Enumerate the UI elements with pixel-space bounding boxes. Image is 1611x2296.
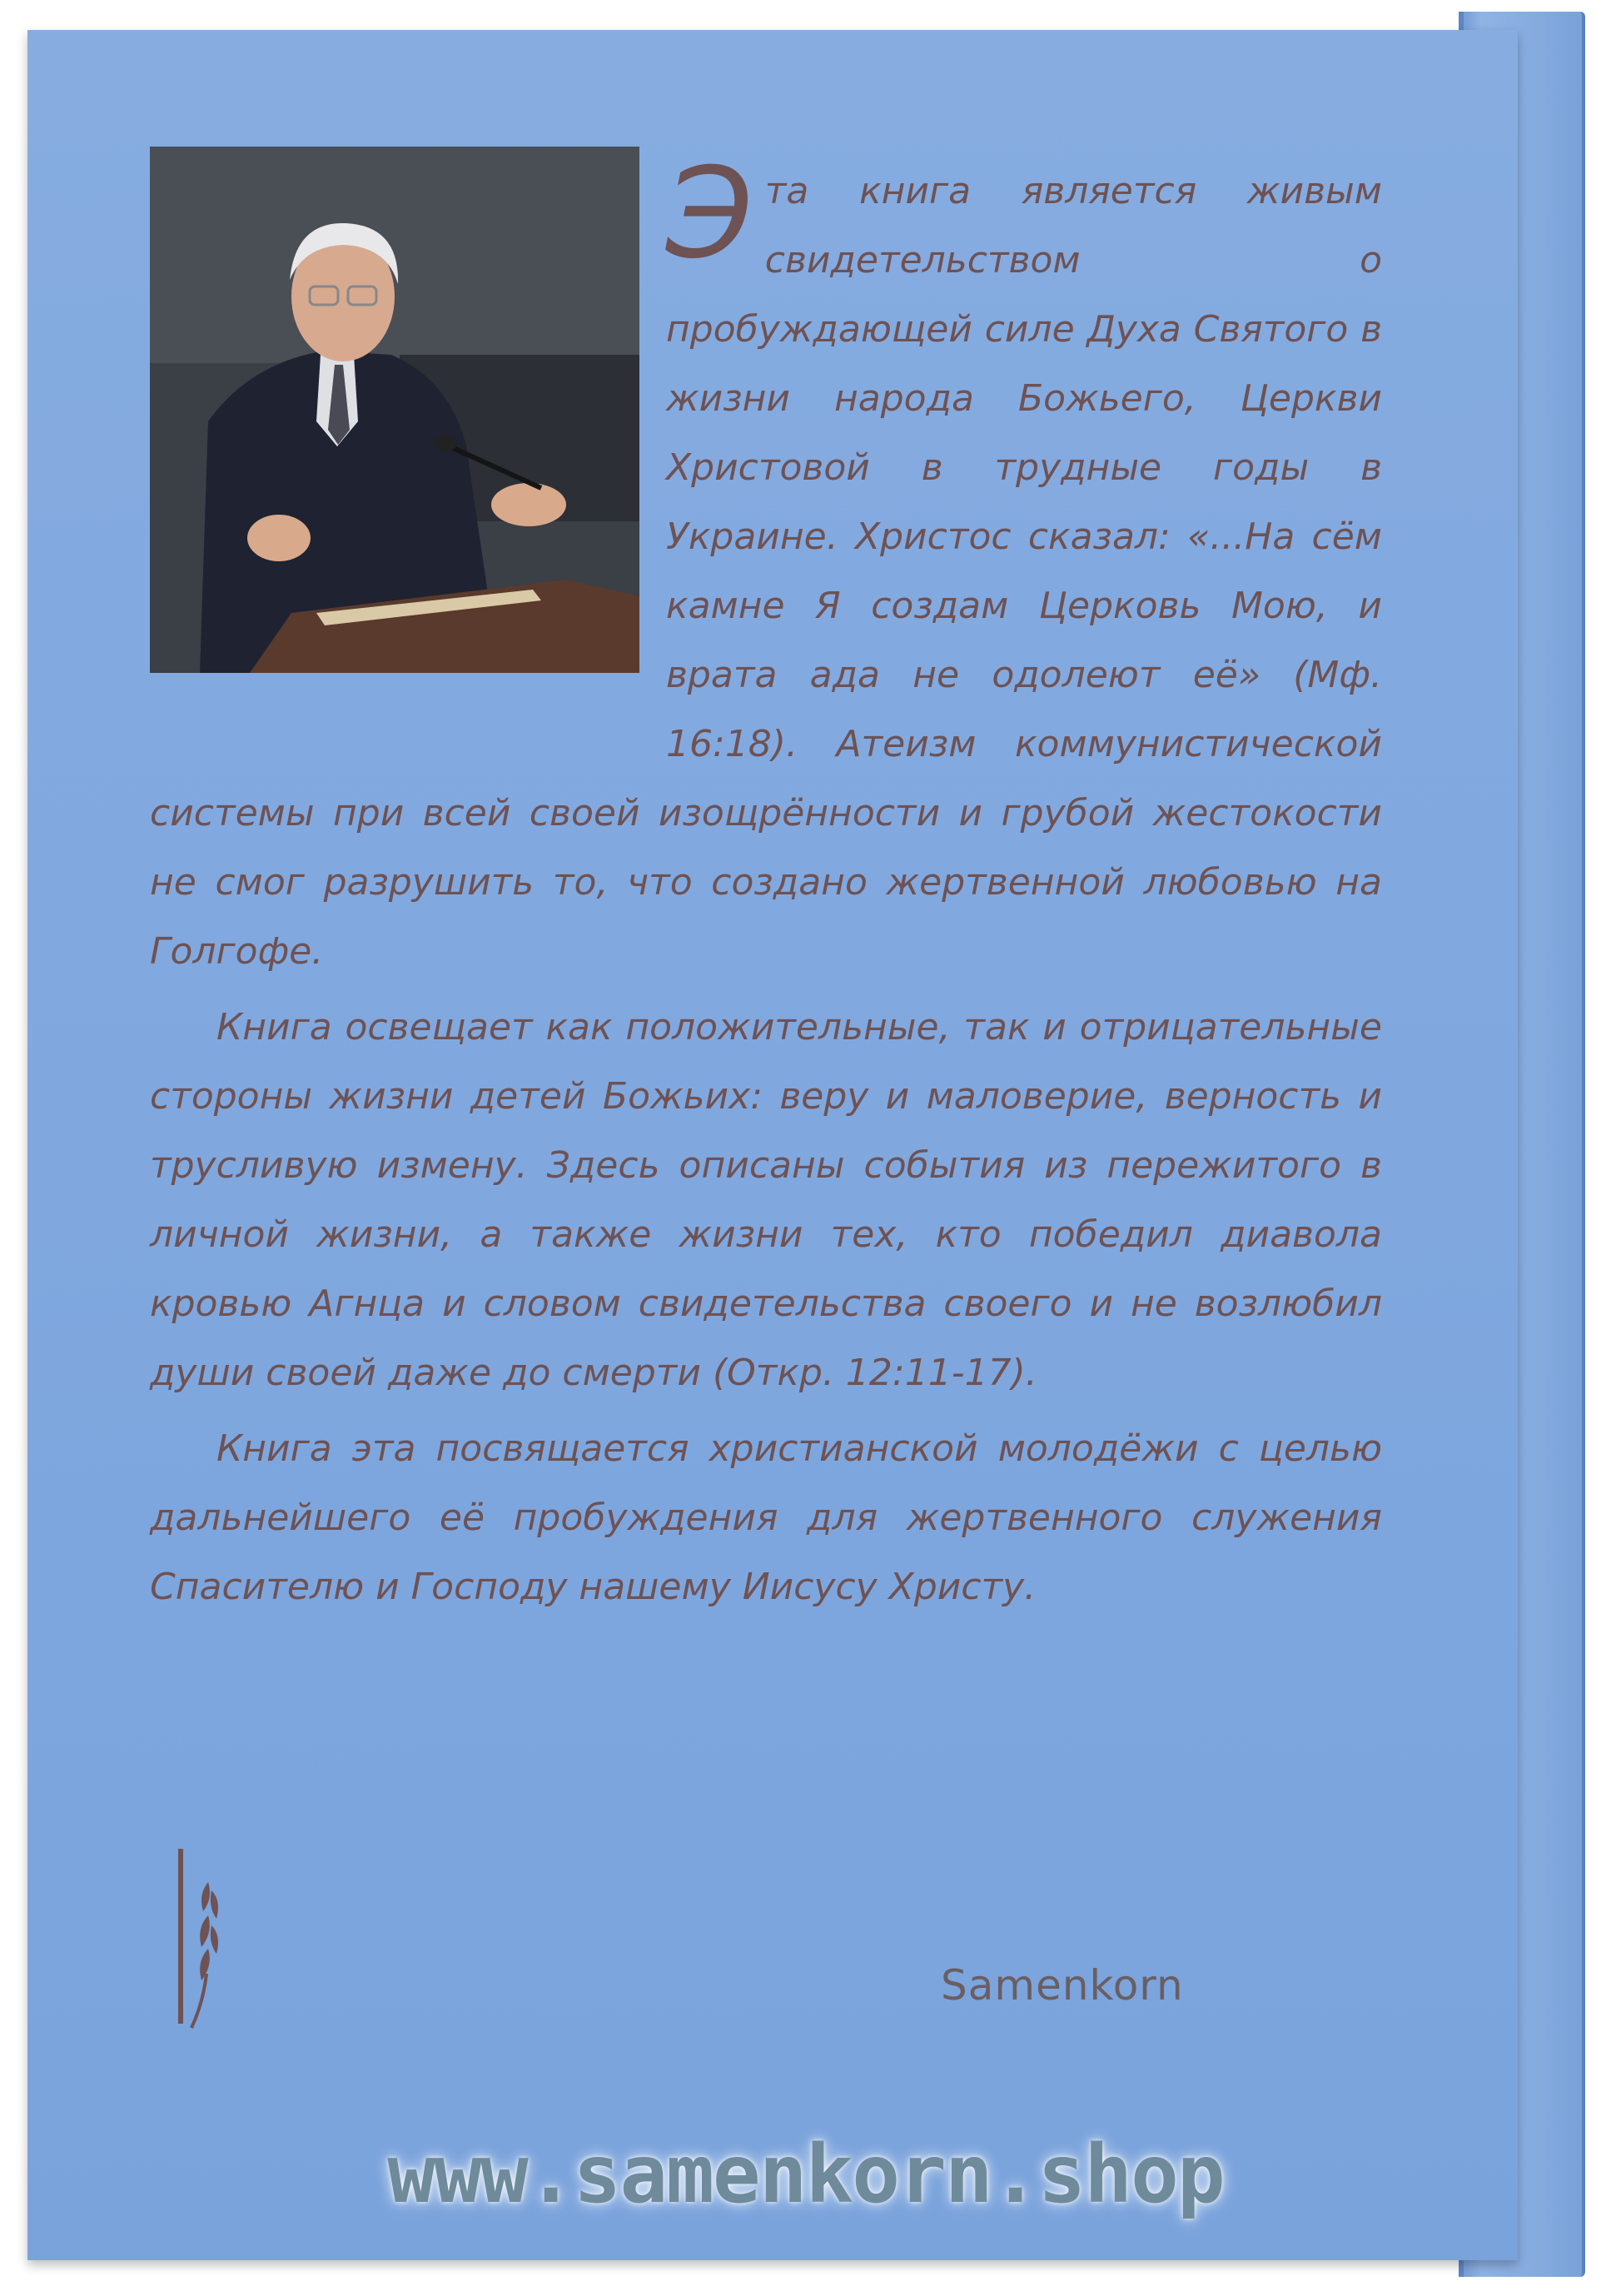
photo-text-wrap-spacer — [150, 157, 666, 750]
paragraph-2: Книга освещает как положительные, так и отрицательные стороны жизни детей Божьих: веру и маловерие, верность и трусливую измену. Здесь описаны события из пережитого в личной жизни, а также жизни тех, кто победил диавола кровью Агнца и словом свидетельства своего и не возлюбил души своей даже до смерти (Откр. 12:11-17). — [150, 1006, 1382, 1394]
shop-url-watermark[interactable]: www.samenkorn.shop — [387, 2128, 1224, 2221]
paragraph-1-text: та книга является живым свидетельством о пробуждающей силе Духа Святого в жизни народа Божьего, Церкви Христовой в трудные годы в Украине. Христос сказал: «...На сём камне Я создам Церковь Мою, и врата ада не одолеют её» (Мф. 16:18). Атеизм коммунистической системы при всей своей изощрённости и грубой жестокости не смог разрушить то, что создано жертвенной любовью на Голгофе. — [150, 170, 1382, 973]
dropcap-letter: Э — [666, 142, 753, 286]
publisher-name: Samenkorn — [941, 1961, 1184, 2010]
paragraph-3: Книга эта посвящается христианской молодёжи с целью дальнейшего её пробуждения для жертвенного служения Спасителю и Господу нашему Иисусу Христу. — [150, 1427, 1382, 1608]
wheat-logo-icon — [175, 1849, 225, 2032]
cover-text-block — [150, 142, 1382, 1621]
